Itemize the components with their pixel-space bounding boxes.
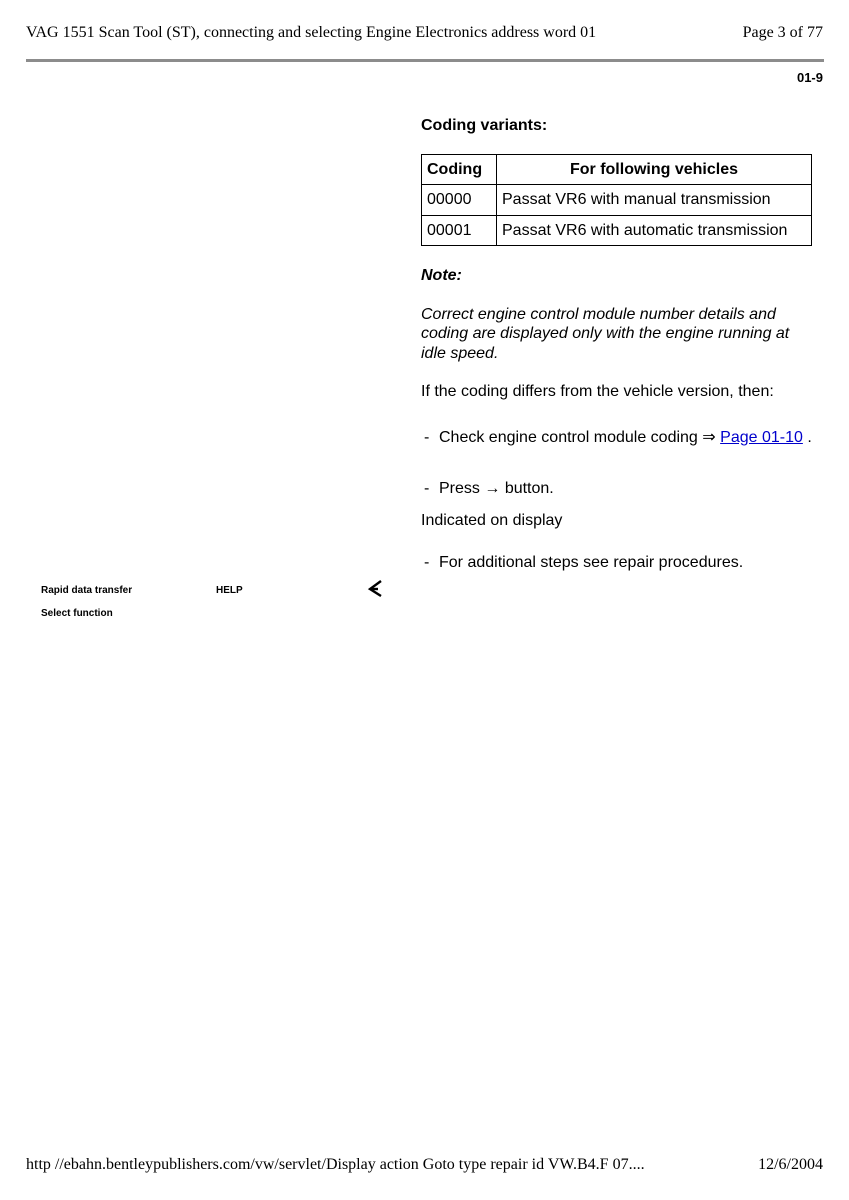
table-cell-vehicle: Passat VR6 with manual transmission [497, 185, 812, 216]
display-text-help: HELP [216, 585, 243, 596]
footer-url: http //ebahn.bentleypublishers.com/vw/servlet/Display action Goto type repair id VW.B4.F 07.... [26, 1156, 645, 1173]
list-dash: - [424, 480, 430, 497]
display-line-1 [41, 585, 361, 596]
step-text: Press [439, 480, 480, 497]
column-header-coding: Coding [422, 154, 497, 185]
coding-differs-text: If the coding differs from the vehicle version, then: [421, 383, 774, 400]
section-number: 01-9 [796, 70, 823, 85]
step-press-button [421, 479, 816, 499]
page-link[interactable]: Page 01-10 [720, 428, 803, 446]
step-text: Check engine control module coding [439, 428, 698, 446]
document-title: VAG 1551 Scan Tool (ST), connecting and selecting Engine Electronics address word 01 [26, 24, 597, 41]
column-header-vehicles: For following vehicles [497, 154, 812, 185]
step-check-coding [421, 428, 816, 448]
display-line-2: Select function [41, 608, 113, 619]
step-additional [421, 553, 816, 573]
header-divider [26, 59, 824, 62]
list-dash: - [424, 428, 430, 446]
table-header-row [422, 154, 812, 185]
footer-date: 12/6/2004 [758, 1156, 823, 1173]
main-content [421, 116, 816, 573]
display-pointer-icon [366, 579, 386, 599]
double-arrow-icon: ⇒ [702, 428, 716, 446]
table-row [422, 185, 812, 216]
table-row [422, 215, 812, 246]
indicated-on-display-text: Indicated on display [421, 511, 563, 529]
step-end: . [807, 428, 812, 446]
coding-variants-heading: Coding variants: [421, 117, 548, 134]
note-text: Correct engine control module number details and coding are displayed only with the engine running at idle speed. [421, 305, 790, 362]
table-cell-code: 00001 [422, 215, 497, 246]
arrow-right-icon: → [484, 480, 501, 497]
table-cell-code: 00000 [422, 185, 497, 216]
step-end: button. [504, 480, 554, 497]
list-dash: - [424, 554, 430, 571]
page-counter: Page 3 of 77 [742, 24, 823, 41]
coding-table [421, 154, 812, 247]
step-text: For additional steps see repair procedures. [439, 554, 744, 571]
note-heading: Note: [421, 267, 462, 284]
display-text-rapid-transfer: Rapid data transfer [41, 585, 133, 596]
table-cell-vehicle: Passat VR6 with automatic transmission [497, 215, 812, 246]
